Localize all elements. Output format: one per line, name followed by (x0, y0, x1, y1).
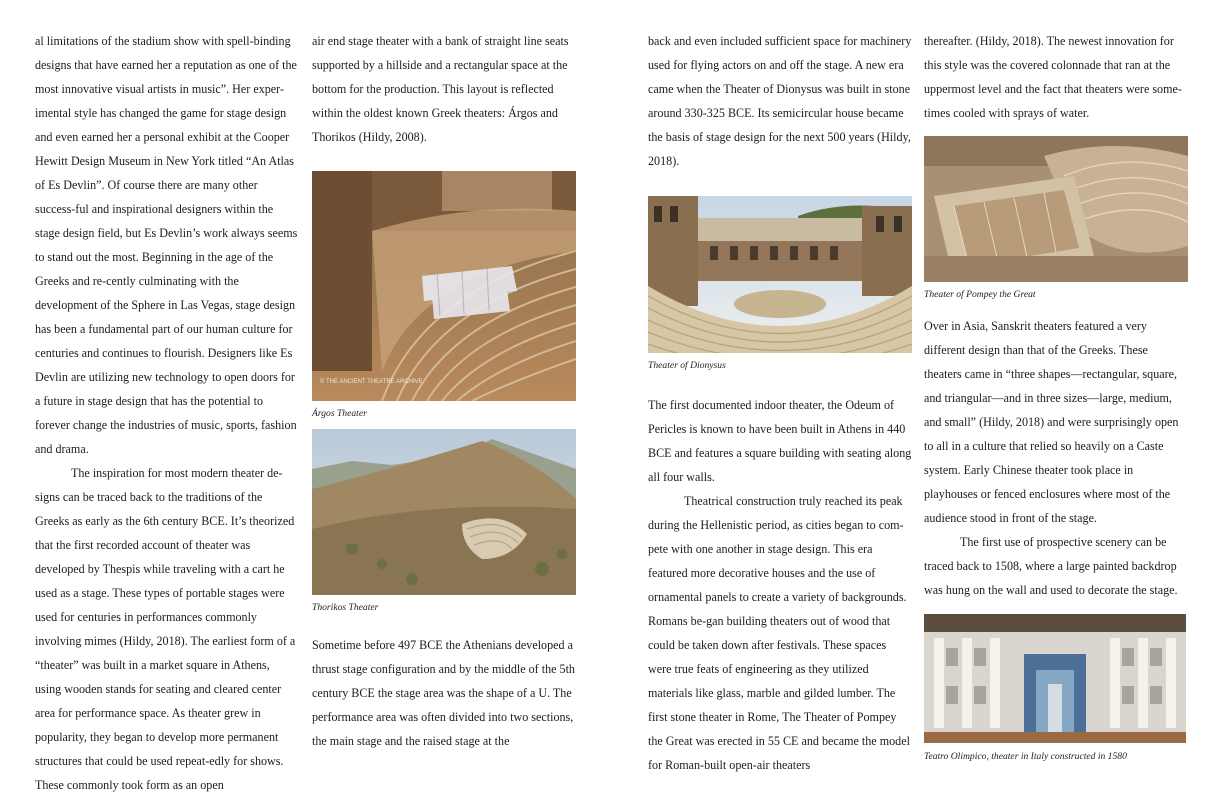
paragraph-thrust-stage: Sometime before 497 BCE the Athenians developed a thrust stage configuration and by the middle of the 5th century BCE the stage area was the shape of a U. The performance area was often divided into two sections, the main stage and the raised stage at the (312, 638, 575, 748)
text-column-3 (648, 29, 912, 777)
paragraph-greek-origins: The inspiration for most modern theater de-signs can be traced back to the traditions of the Greeks as early as the 6th century BCE. It’s theorized that the first recorded account of theater was developed by Thespis while traveling with a cart he used as a stage. These types of portable stages were used for centuries in performances commonly involving mimes (Hildy, 2018). The earliest form of a “theater” was built in a market square in Athens, using wooden stands for seating and cleared center area for performance space. As theater grew in popularity, they began to develop more permanent structures that could be used repeat-edly for shows. These commonly took form as an open (35, 466, 296, 792)
pompey-caption: Theater of Pompey the Great (924, 289, 1036, 300)
argos-caption: Árgos Theater (312, 408, 367, 419)
paragraph-odeum: The first documented indoor theater, the Odeum of Pericles is known to have been built in Athens in 440 BCE and features a square building with seating along all four walls. (648, 398, 912, 484)
text-column-2 (312, 29, 576, 753)
paragraph-sanskrit: Over in Asia, Sanskrit theaters featured a very different design than that of the Greeks. These theaters came in “three shapes—rectangular, square, and triangular—and in three sizes—large, medium, and small” (Hildy, 2018) and were surprisingly open to all in a culture that relied so heavily on a Caste system. Early Chinese theater took place in playhouses or fenced enclosures where most of the audience stood in front of the stage. (924, 319, 1179, 525)
thorikos-caption: Thorikos Theater (312, 602, 379, 613)
pompey-theater-image (924, 136, 1188, 282)
teatro-olimpico-image (924, 614, 1186, 743)
paragraph-es-devlin: al limitations of the stadium show with spell-binding designs that have earned her a reputation as one of the most innovative visual artists in music”. Her exper-imental style has changed the game for stage design and even earned her a personal exhibit at the Cooper Hewitt Design Museum in New York titled “An Atlas of Es Devlin”. Of course there are many other success-ful and inspirational designers within the stage design field, but Es Devlin’s work always seems to stand out the most. Beginning in the age of the Greeks and re-cently culminating with the development of the Sphere in Las Vegas, stage design has been a fundamental part of our human culture for centuries and continues to flourish. Designers like Es Devlin are utilizing new technology to open doors for a future in stage design that has the potential to forever change the industries of music, sports, fashion and drama. (35, 34, 298, 456)
argos-watermark: © THE ANCIENT THEATRE ARCHIVE (320, 379, 423, 385)
paragraph-dionysus: back and even included sufficient space for machinery used for flying actors on and off the stage. A new era came when the Theater of Dionysus was built in stone around 330-325 BCE. Its semicircular house became the basis of stage design for the next 500 years (Hildy, 2018). (648, 34, 912, 168)
paragraph-scenery: The first use of prospective scenery can be traced back to 1508, where a large painted backdrop was hung on the wall and used to decorate the stage. (924, 535, 1178, 597)
thorikos-theater-image (312, 429, 576, 595)
dionysus-caption: Theater of Dionysus (648, 360, 726, 371)
olimpico-caption: Teatro Olimpico, theater in Italy constructed in 1580 (924, 751, 1127, 762)
paragraph-colonnade: thereafter. (Hildy, 2018). The newest innovation for this style was the covered colonnade that ran at the uppermost level and the fact that theaters were some-times cooled with sprays of water. (924, 34, 1182, 120)
dionysus-theater-image (648, 196, 912, 353)
text-column-1 (35, 29, 298, 792)
argos-theater-image (312, 171, 576, 401)
text-column-4 (924, 29, 1188, 763)
paragraph-hellenistic: Theatrical construction truly reached its peak during the Hellenistic period, as cities began to com-pete with one another in stage design. This era featured more decorative houses and the use of ornamental panels to create a variety of backgrounds. Romans be-gan building theaters out of wood that could be taken down after festivals. These spaces were true feats of engineering as they utilized materials like glass, marble and gilded lumber. The first stone theater in Rome, The Theater of Pompey the Great was erected in 55 CE and became the model for Roman-built open-air theaters (648, 494, 910, 772)
paragraph-oldest-theaters: air end stage theater with a bank of straight line seats supported by a hillside and a rectangular space at the bottom for the production. This layout is reflected within the oldest known Greek theaters: Árgos and Thorikos (Hildy, 2008). (312, 34, 569, 144)
